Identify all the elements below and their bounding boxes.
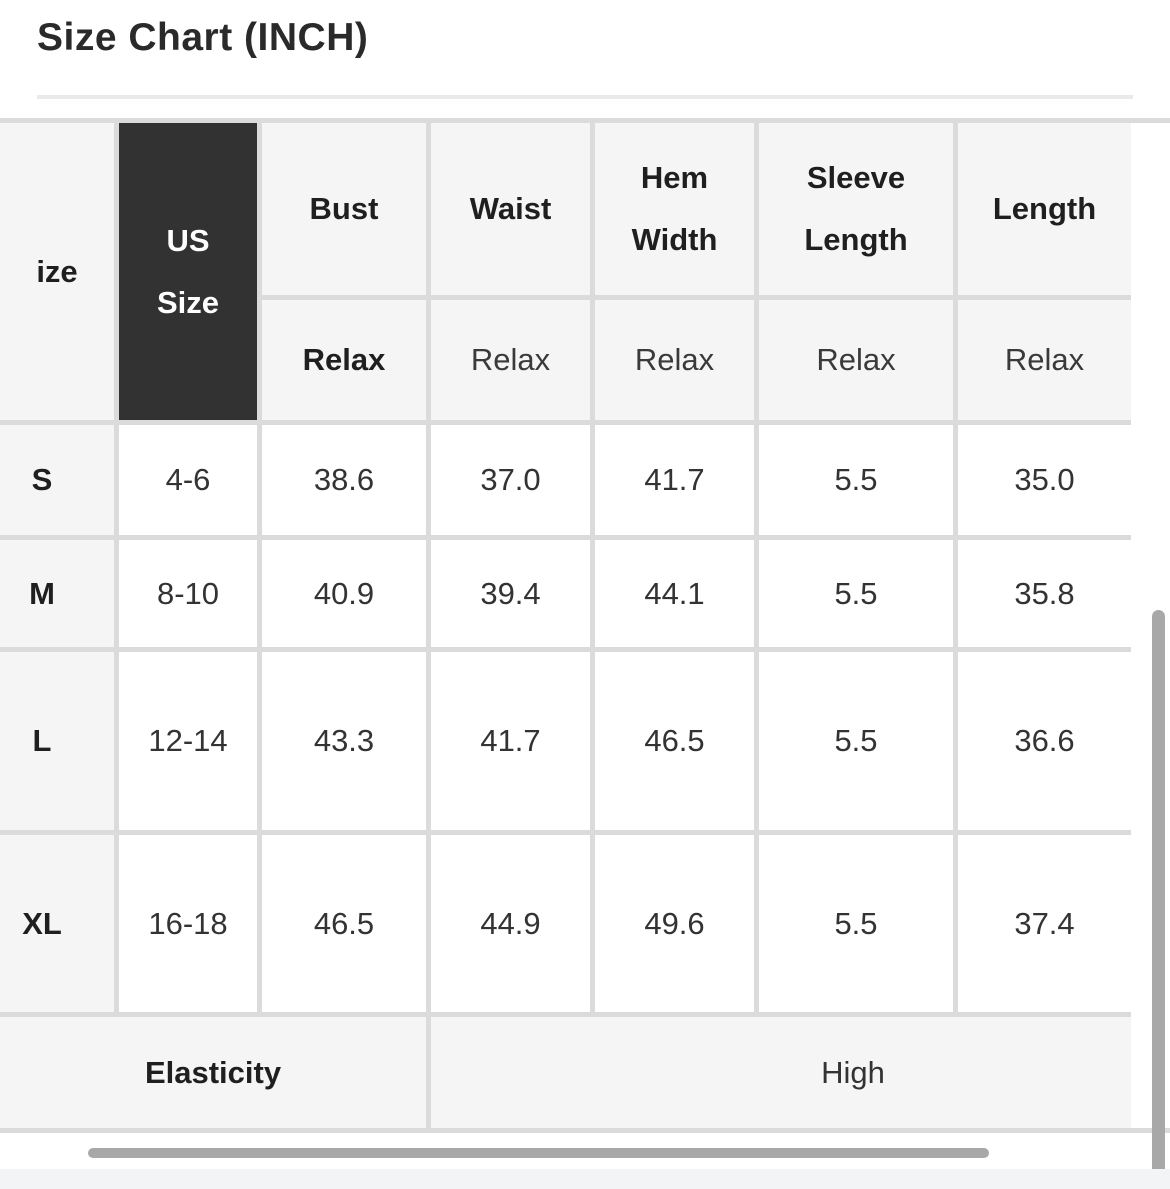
row-label-m: M [0,540,114,647]
column-header-waist: Waist [431,123,590,295]
page-background-strip [0,1169,1170,1189]
cell-l-bust: 43.3 [262,652,426,830]
fit-label-length: Relax [958,300,1131,420]
cell-xl-bust: 46.5 [262,835,426,1012]
column-header-hem-width: Hem Width [595,123,754,295]
cell-m-length: 35.8 [958,540,1131,647]
cell-s-us-size: 4-6 [119,425,257,535]
cell-s-sleeve-length: 5.5 [759,425,953,535]
cell-m-bust: 40.9 [262,540,426,647]
cell-l-hem-width: 46.5 [595,652,754,830]
row-label-l: L [0,652,114,830]
column-header-length: Length [958,123,1131,295]
fit-label-sleeve-length: Relax [759,300,953,420]
title-divider [37,95,1133,99]
cell-m-hem-width: 44.1 [595,540,754,647]
vertical-scrollbar-thumb[interactable] [1152,610,1165,1189]
cell-xl-sleeve-length: 5.5 [759,835,953,1012]
cell-s-length: 35.0 [958,425,1131,535]
row-label-s: S [0,425,114,535]
cell-l-length: 36.6 [958,652,1131,830]
fit-label-bust: Relax [262,300,426,420]
column-header-us-size: US Size [119,123,257,420]
cell-xl-length: 37.4 [958,835,1131,1012]
elasticity-label: Elasticity [0,1017,426,1128]
cell-l-us-size: 12-14 [119,652,257,830]
cell-s-hem-width: 41.7 [595,425,754,535]
cell-m-waist: 39.4 [431,540,590,647]
fit-label-hem-width: Relax [595,300,754,420]
cell-l-sleeve-length: 5.5 [759,652,953,830]
column-header-bust: Bust [262,123,426,295]
cell-s-bust: 38.6 [262,425,426,535]
cell-l-waist: 41.7 [431,652,590,830]
cell-m-us-size: 8-10 [119,540,257,647]
table-bottom-border [0,1128,1170,1133]
elasticity-value: High [431,1017,1131,1128]
page-title: Size Chart (INCH) [37,16,369,59]
column-header-size: ize [0,123,114,420]
column-header-sleeve-length: Sleeve Length [759,123,953,295]
row-label-xl: XL [0,835,114,1012]
cell-s-waist: 37.0 [431,425,590,535]
cell-xl-hem-width: 49.6 [595,835,754,1012]
cell-xl-us-size: 16-18 [119,835,257,1012]
cell-m-sleeve-length: 5.5 [759,540,953,647]
cell-xl-waist: 44.9 [431,835,590,1012]
horizontal-scrollbar-thumb[interactable] [88,1148,989,1158]
size-chart-table[interactable] [0,123,1131,1128]
fit-label-waist: Relax [431,300,590,420]
